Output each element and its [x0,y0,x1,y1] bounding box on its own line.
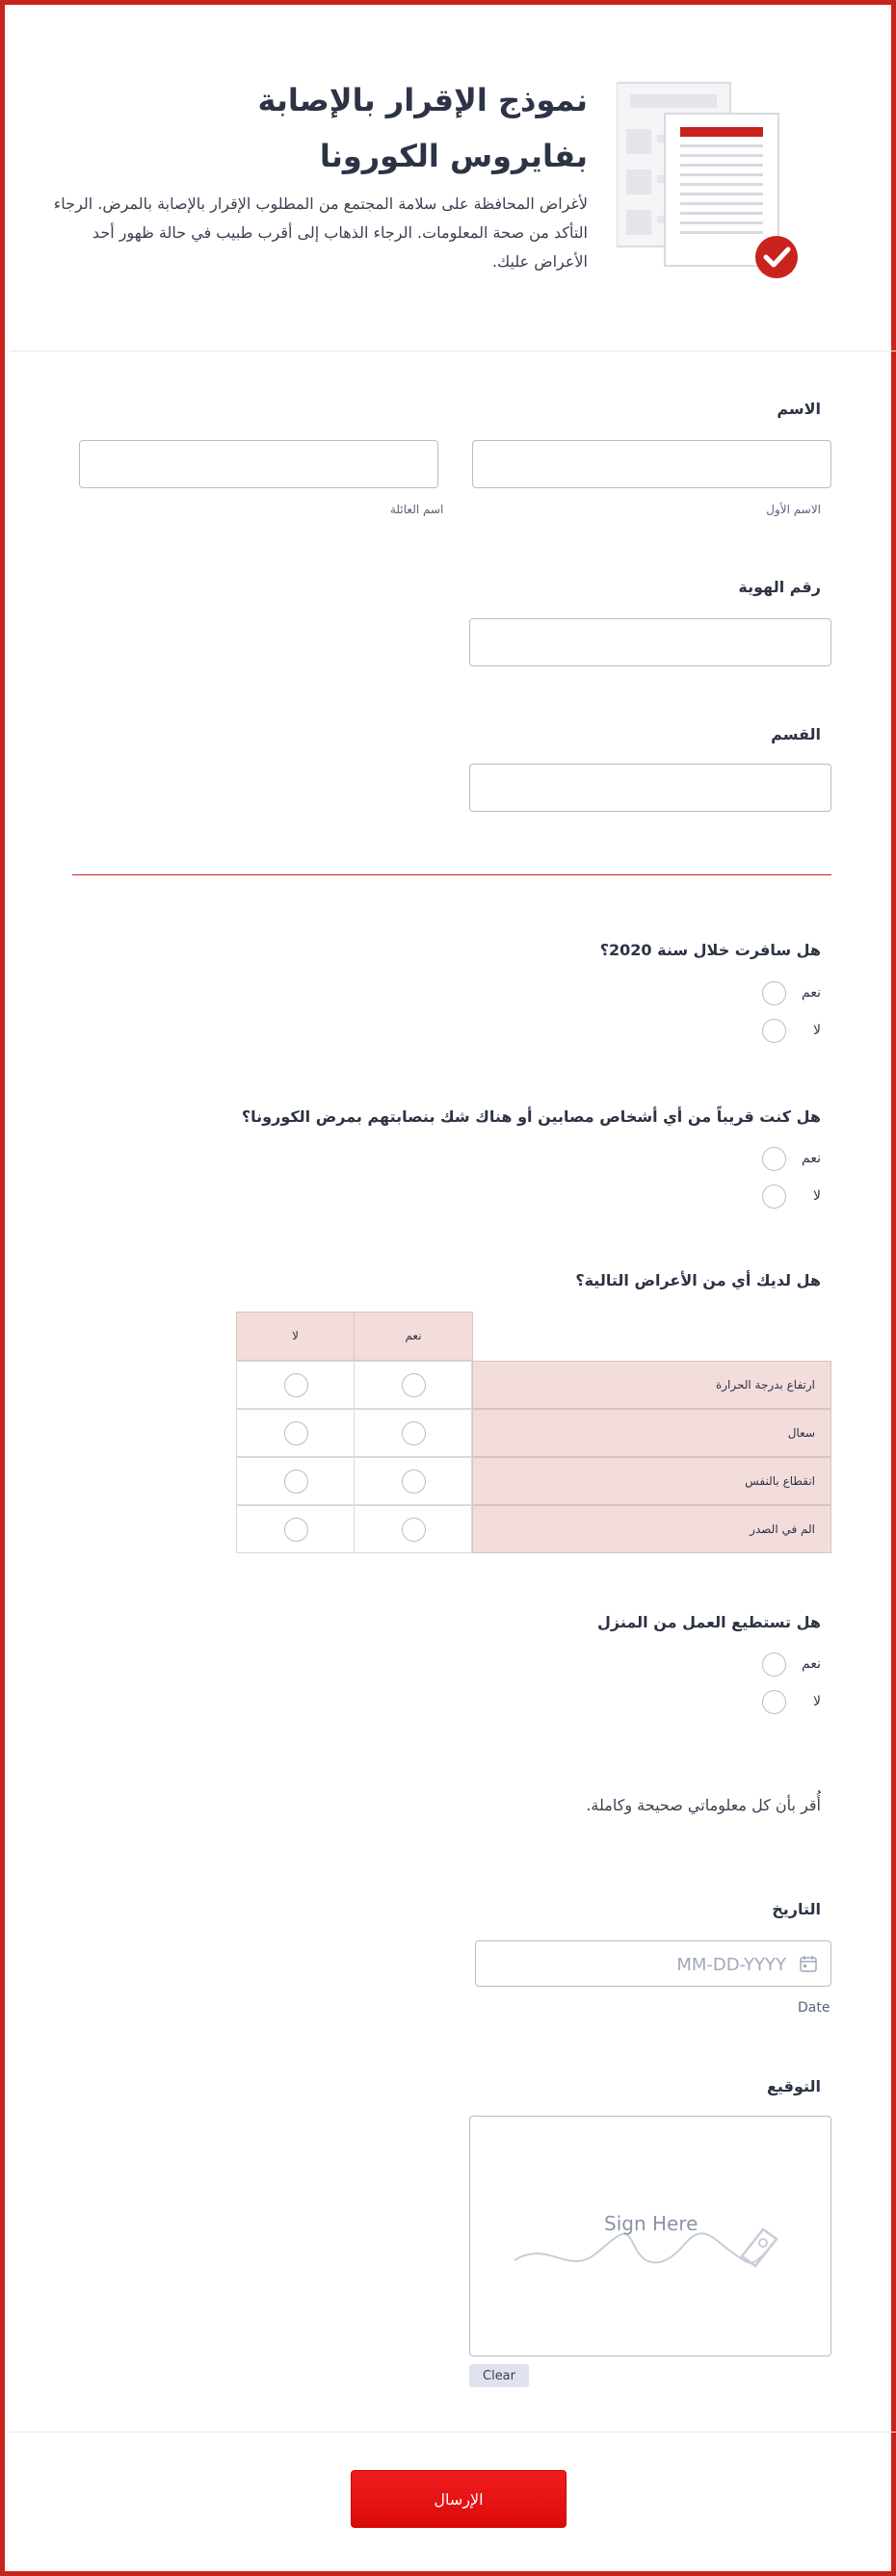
signature-hint: Sign Here [604,2212,698,2235]
footer-divider [10,2432,896,2433]
department-input[interactable] [469,764,831,812]
submit-button[interactable]: الإرسال [351,2470,567,2528]
matrix-radio[interactable] [402,1518,426,1542]
first-name-input[interactable] [472,440,831,488]
remote-no-label: لا [813,1694,821,1709]
travel-no-radio[interactable] [762,1019,786,1043]
travel-yes-option[interactable] [725,981,821,1006]
matrix-row [236,1361,831,1409]
name-label: الاسم [777,400,821,418]
travel-yes-label: نعم [802,985,821,1001]
matrix-radio[interactable] [284,1421,308,1445]
matrix-row [236,1457,831,1505]
department-label: القسم [771,725,821,743]
symptoms-matrix [236,1312,831,1553]
travel-question-label: هل سافرت خلال سنة 2020؟ [599,941,821,959]
contact-question-label: هل كنت قريباً من أي أشخاص مصابين أو هناك شك بنصابتهم بمرض الكورونا؟ [241,1107,821,1126]
travel-yes-radio[interactable] [762,981,786,1005]
calendar-icon[interactable] [800,1956,817,1972]
form-description: لأغراض المحافظة على سلامة المجتمع من المطلوب الإقرار بالإصابة بالمرض. الرجاء التأكد من صحة المعلومات. الرجاء الذهاب إلى أقرب طبيب في حالة ظهور أحد الأعراض عليك. [53,195,588,271]
matrix-cell-yes[interactable] [354,1505,472,1553]
travel-no-label: لا [813,1023,821,1038]
matrix-radio[interactable] [402,1421,426,1445]
matrix-row-label: ارتفاع بدرجة الحرارة [472,1361,831,1409]
first-name-sublabel: الاسم الأول [766,503,821,516]
contact-yes-label: نعم [802,1151,821,1166]
form-title: نموذج الإقرار بالإصابة بفايروس الكورونا [257,82,588,174]
remote-yes-radio[interactable] [762,1652,786,1677]
matrix-row-label: انقطاع بالنفس [472,1457,831,1505]
signature-label: التوقيع [767,2077,821,2095]
last-name-input[interactable] [79,440,438,488]
matrix-cell-no[interactable] [236,1361,355,1409]
last-name-sublabel: اسم العائلة [390,503,444,516]
date-sublabel: Date [798,2000,830,2016]
matrix-radio[interactable] [284,1518,308,1542]
date-label: التاريخ [772,1900,821,1918]
matrix-cell-yes[interactable] [354,1457,472,1505]
matrix-cell-yes[interactable] [354,1361,472,1409]
matrix-row [236,1505,831,1553]
matrix-radio[interactable] [402,1373,426,1397]
matrix-cell-no[interactable] [236,1457,355,1505]
contact-no-option[interactable] [725,1184,821,1210]
document-check-icon [617,77,809,289]
travel-no-option[interactable] [725,1019,821,1044]
id-number-input[interactable] [469,618,831,666]
remote-yes-option[interactable] [725,1652,821,1678]
matrix-row-label: الم في الصدر [472,1505,831,1553]
matrix-radio[interactable] [284,1373,308,1397]
symptoms-question-label: هل لديك أي من الأعراض التالية؟ [575,1271,821,1289]
matrix-radio[interactable] [284,1470,308,1494]
remote-no-radio[interactable] [762,1690,786,1714]
matrix-cell-yes[interactable] [354,1409,472,1457]
matrix-row [236,1409,831,1457]
remote-no-option[interactable] [725,1690,821,1715]
matrix-cell-no[interactable] [236,1409,355,1457]
remote-yes-label: نعم [802,1656,821,1672]
section-divider [72,874,831,875]
id-number-label: رقم الهوية [738,578,821,596]
date-placeholder: MM-DD-YYYY [676,1955,786,1975]
matrix-column-no: لا [236,1312,355,1361]
clear-signature-button[interactable]: Clear [469,2364,529,2387]
remote-work-question-label: هل تستطيع العمل من المنزل [597,1613,821,1631]
matrix-radio[interactable] [402,1470,426,1494]
matrix-row-label: سعال [472,1409,831,1457]
contact-yes-option[interactable] [725,1147,821,1172]
contact-no-radio[interactable] [762,1184,786,1209]
matrix-column-yes: نعم [354,1312,473,1361]
date-input[interactable] [475,1940,831,1987]
declaration-text: أُقر بأن كل معلوماتي صحيحة وكاملة. [586,1796,821,1814]
contact-yes-radio[interactable] [762,1147,786,1171]
contact-no-label: لا [813,1188,821,1204]
matrix-cell-no[interactable] [236,1505,355,1553]
